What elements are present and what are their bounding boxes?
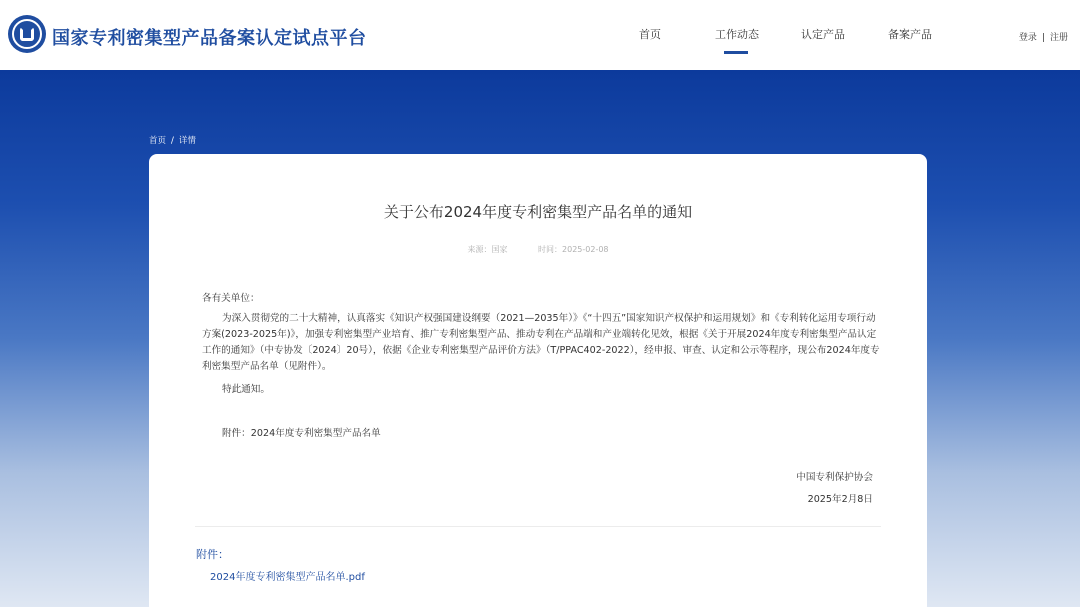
attachment-file-link[interactable]: 2024年度专利密集型产品名单.pdf [210,572,365,583]
auth-separator: | [1041,33,1045,43]
article-paragraph: 为深入贯彻党的二十大精神，认真落实《知识产权强国建设纲要（2021—2035年）》《“十四五”国家知识产权保护和运用规划》和《专利转化运用专项行动方案(2023-2025年)》，加强专利密集型产业培育、推广专利密集型产品、推动专利在产品端和产业端转化见效，根据《关于开展2024年度专利密集型产品认定工作的通知》（中专协发〔2024〕20号），依据《企业专利密集型产品评价方法》（T/PPAC402-2022），经申报、审查、认定和公示等程序，现公布2024年度专利密集型产品名单（见附件）。 [202,313,880,372]
article-signer: 中国专利保护协会 [796,472,873,483]
article-title: 关于公布2024年度专利密集型产品名单的通知 [383,203,693,221]
site-logo-icon[interactable] [8,15,46,53]
breadcrumb-current: 详情 [178,136,196,146]
nav-item-filed-products[interactable]: 备案产品 [888,28,932,41]
article-greeting: 各有关单位： [202,293,260,304]
auth-links [1019,30,1068,43]
breadcrumb [149,134,196,146]
article-meta [149,244,927,255]
nav-item-news[interactable]: 工作动态 [715,28,759,41]
article-source: 来源：国家 [467,245,508,254]
divider [195,526,881,527]
login-link[interactable]: 登录 [1018,33,1037,43]
nav-item-certified-products[interactable]: 认定产品 [801,28,845,41]
nav-active-indicator [724,51,748,54]
logo-ring [12,19,42,49]
article-time: 时间：2025-02-08 [538,245,609,254]
article-card [149,154,927,607]
article-date: 2025年2月8日 [807,494,873,505]
breadcrumb-separator: / [171,136,174,146]
site-title[interactable]: 国家专利密集型产品备案认定试点平台 [52,28,367,49]
logo-mark [20,27,34,41]
register-link[interactable]: 注册 [1049,33,1068,43]
article-closing: 特此通知。 [222,384,270,395]
nav-item-home[interactable]: 首页 [639,28,661,41]
attachments-heading: 附件： [196,548,229,561]
breadcrumb-home[interactable]: 首页 [149,136,167,146]
article-attachment-note: 附件：2024年度专利密集型产品名单 [222,428,381,439]
site-header [0,0,1080,70]
